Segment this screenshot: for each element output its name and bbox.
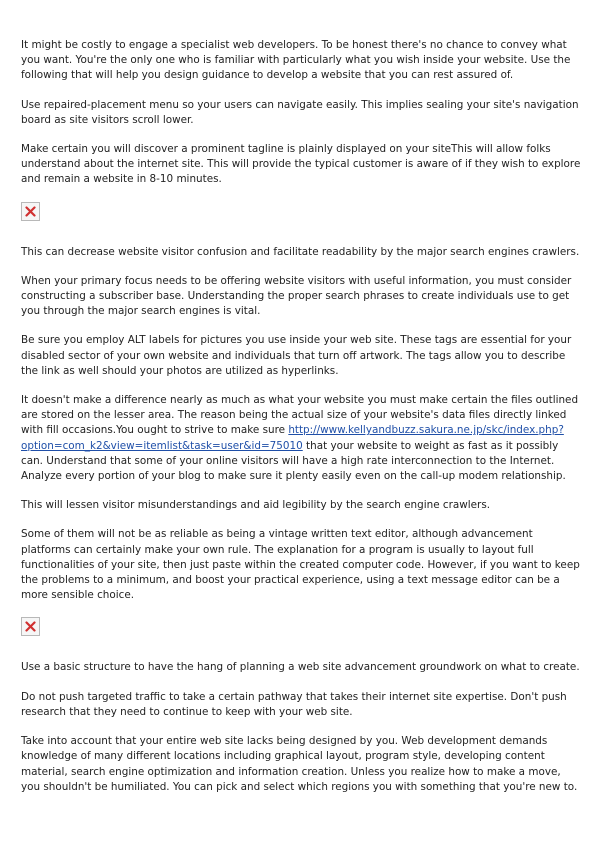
paragraph-7-text-after: that your website to weight as fast as it possibly can. Understand that some of your online visitors will have a high rate interconnection to the Internet. Analyze every portion of your blog to make sure it plenty easily even on the call-up modem relationship. (21, 439, 566, 483)
paragraph-2: Use repaired-placement menu so your users can navigate easily. This implies sealing your site's navigation board as site visitors scroll lower. (21, 98, 579, 126)
paragraph-1: It might be costly to engage a specialist web developers. To be honest there's no chance to convey what you want. You're the only one who is familiar with particularly what you wish inside your website. Use the following that will help you design guidance to develop a website that you can rest assured of. (21, 39, 571, 82)
paragraph-8: This will lessen visitor misunderstandings and aid legibility by the search engine crawlers. (21, 499, 491, 512)
paragraph-6: Be sure you employ ALT labels for pictures you use inside your web site. These tags are essential for your disabled sector of your own website and individuals that turn off artwork. The tags allow you to describe the link as well should your photos are utilized as hyperlinks. (21, 334, 572, 377)
paragraph-7 (21, 393, 581, 484)
paragraph-3: Make certain you will discover a prominent tagline is plainly displayed on your siteThis will allow folks understand about the internet site. This will provide the typical customer is aware of if they wish to explore and remain a website in 8-10 minutes. (21, 143, 581, 186)
broken-image-icon (21, 202, 40, 221)
paragraph-12: Take into account that your entire web site lacks being designed by you. Web development demands knowledge of many different locations including graphical layout, program style, developing content material, search engine optimization and information creation. Unless you realize how to make a move, you shouldn't be humiliated. You can pick and select which regions you with something that you're new to. (21, 735, 578, 793)
paragraph-5: When your primary focus needs to be offering website visitors with useful information, you must consider constructing a subscriber base. Understanding the proper search phrases to create individuals use to get you through the major search engines is vital. (21, 274, 572, 318)
external-link[interactable]: http://www.kellyandbuzz.sakura.ne.jp/skc/index.php?option=com_k2&view=itemlist&task=user&id=75010 (21, 424, 564, 452)
paragraph-7-text-before: It doesn't make a difference nearly as much as what your website you must make certain the files outlined are stored on the lesser area. The reason being the actual size of your website's data files directly linked with fill occasions.You ought to strive to make sure (21, 394, 579, 437)
broken-image-icon (21, 617, 40, 636)
paragraph-9: Some of them will not be as reliable as being a vintage written text editor, although advancement platforms can certainly make your own rule. The explanation for a program is usually to layout full functionalities of your site, then just paste within the created computer code. However, if you want to keep the problems to a minimum, and boost your practical experience, using a text message editor can be a more sensible choice. (21, 528, 580, 602)
paragraph-4: This can decrease website visitor confusion and facilitate readability by the major search engines crawlers. (21, 245, 580, 258)
paragraph-10: Use a basic structure to have the hang of planning a web site advancement groundwork on what to create. (21, 661, 580, 674)
article-body (21, 38, 581, 809)
paragraph-11: Do not push targeted traffic to take a certain pathway that takes their internet site expertise. Don't push research that they need to continue to keep with your web site. (21, 690, 567, 718)
